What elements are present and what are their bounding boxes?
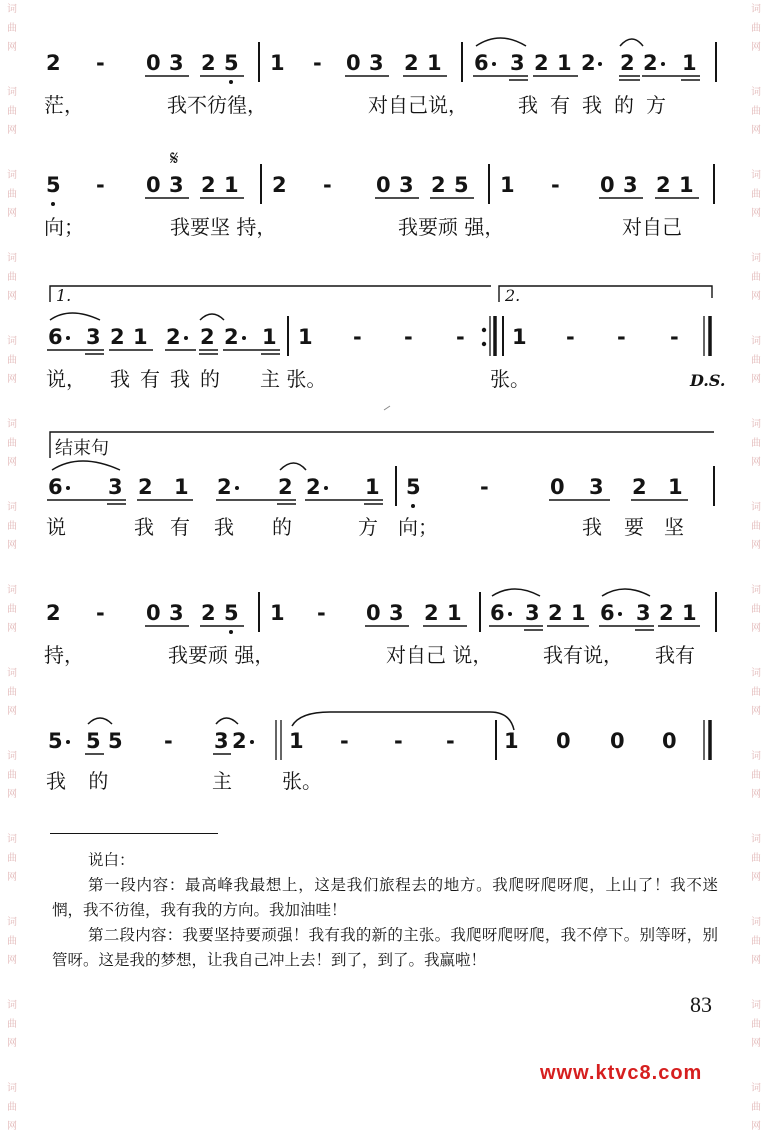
- note: 6: [48, 475, 63, 499]
- note: 0: [550, 475, 565, 499]
- watermark-char: 词: [7, 1000, 17, 1011]
- watermark-char: 网: [7, 457, 17, 468]
- lyric: 我有我的: [110, 367, 230, 391]
- watermark-char: 网: [7, 540, 17, 551]
- repeat-dot: [482, 328, 486, 332]
- note: 2: [548, 601, 563, 625]
- watermark-char: 网: [751, 706, 761, 717]
- watermark-char: 词: [7, 751, 17, 762]
- lyric: 我: [134, 515, 154, 539]
- note: 1: [289, 729, 304, 753]
- watermark-char: 网: [7, 42, 17, 53]
- watermark-char: 曲: [7, 770, 17, 781]
- watermark-char: 词: [7, 502, 17, 513]
- note: 3: [169, 601, 184, 625]
- note: 5: [46, 173, 61, 197]
- watermark-char: 词: [7, 917, 17, 928]
- note: 1: [571, 601, 586, 625]
- lyric: 张。: [282, 769, 322, 793]
- note: 1: [224, 173, 239, 197]
- row-5: [44, 589, 716, 667]
- dash: -: [456, 325, 465, 349]
- watermark-char: 词: [751, 917, 761, 928]
- watermark-char: 词: [751, 170, 761, 181]
- watermark-char: 曲: [751, 272, 761, 283]
- watermark-char: 词: [7, 834, 17, 845]
- note: 2: [659, 601, 674, 625]
- watermark-char: 词: [7, 170, 17, 181]
- note: 3: [389, 601, 404, 625]
- watermark-char: 网: [7, 872, 17, 883]
- watermark-char: 网: [7, 374, 17, 385]
- watermark-char: 曲: [7, 1019, 17, 1030]
- watermark-char: 词: [751, 419, 761, 430]
- spoken-lines: [52, 848, 718, 973]
- watermark-char: 词: [7, 585, 17, 596]
- watermark-char: 词: [751, 502, 761, 513]
- lyric: 对自己说，: [368, 93, 468, 117]
- note: 0: [662, 729, 677, 753]
- note: 5: [108, 729, 123, 753]
- watermark-char: 曲: [7, 853, 17, 864]
- volta-2-label: 2.: [505, 286, 521, 305]
- volta-1-label: 1.: [56, 286, 72, 305]
- watermark-char: 词: [751, 1000, 761, 1011]
- watermark-char: 词: [751, 751, 761, 762]
- watermark-char: 曲: [7, 438, 17, 449]
- watermark-char: 曲: [751, 438, 761, 449]
- watermark-char: 曲: [751, 521, 761, 532]
- note: 0: [610, 729, 625, 753]
- watermark-char: 网: [751, 125, 761, 136]
- dash: -: [96, 601, 105, 625]
- row-6: [46, 712, 710, 793]
- watermark-char: 曲: [751, 189, 761, 200]
- lyric: 向；: [44, 215, 84, 239]
- watermark-char: 曲: [7, 604, 17, 615]
- watermark-char: 网: [7, 1038, 17, 1049]
- lyric: 坚: [664, 515, 684, 539]
- note: 2: [200, 325, 215, 349]
- watermark-char: 词: [7, 87, 17, 98]
- note: 2: [217, 475, 232, 499]
- watermark-char: 词: [751, 87, 761, 98]
- lyric: 的: [272, 515, 292, 539]
- watermark-char: 网: [7, 208, 17, 219]
- watermark-char: 曲: [751, 1102, 761, 1113]
- watermark-char: 词: [751, 336, 761, 347]
- note: 1: [174, 475, 189, 499]
- lyric: 向；: [398, 515, 438, 539]
- watermark-char: 网: [751, 208, 761, 219]
- watermark-char: 词: [751, 4, 761, 15]
- watermark-char: 网: [751, 789, 761, 800]
- row-4: [46, 432, 714, 539]
- note: 2: [404, 51, 419, 75]
- lyric: 对自己 说，: [386, 643, 493, 667]
- watermark-char: 曲: [751, 770, 761, 781]
- note: 2: [656, 173, 671, 197]
- watermark-char: 词: [751, 253, 761, 264]
- note: 5: [454, 173, 469, 197]
- lyric: 茫，: [44, 93, 84, 117]
- lyric: 我 的: [46, 769, 117, 793]
- watermark-char: 曲: [7, 1102, 17, 1113]
- lyric: 我: [582, 515, 602, 539]
- note: 1: [133, 325, 148, 349]
- note: 3: [623, 173, 638, 197]
- note: 3: [169, 173, 184, 197]
- watermark-char: 网: [751, 540, 761, 551]
- spoken-paragraph-2: 第二段内容：我要坚持要顽强！我有我的新的主张。我爬呀爬呀爬，我不停下。别等呀，别管呀。这是我的梦想，让我自己冲上去！到了，到了。我赢啦！: [52, 926, 718, 969]
- watermark-char: 网: [751, 291, 761, 302]
- watermark-char: 曲: [7, 23, 17, 34]
- note: 0: [146, 51, 161, 75]
- watermark-char: 词: [7, 253, 17, 264]
- note: 3: [510, 51, 525, 75]
- note: 0: [376, 173, 391, 197]
- watermark-char: 词: [7, 4, 17, 15]
- note: 0: [346, 51, 361, 75]
- watermark-char: 网: [751, 42, 761, 53]
- note: 5: [48, 729, 63, 753]
- lyric: 主 张。: [260, 367, 327, 391]
- note: 0: [366, 601, 381, 625]
- note: 2: [581, 51, 596, 75]
- watermark-char: 曲: [751, 1019, 761, 1030]
- watermark-char: 网: [751, 872, 761, 883]
- row-3: [46, 286, 725, 410]
- note: 6: [490, 601, 505, 625]
- watermark-char: 词: [7, 668, 17, 679]
- note: 3: [214, 729, 229, 753]
- dash: -: [323, 173, 332, 197]
- lyric: 我要坚 持，: [170, 215, 277, 239]
- dash: -: [96, 173, 105, 197]
- lyric: 我不彷徨，: [167, 93, 267, 117]
- lyric: 我要顽 强，: [168, 643, 275, 667]
- dash: -: [317, 601, 326, 625]
- watermark-char: 网: [7, 291, 17, 302]
- segno-sign: 𝄋: [170, 146, 179, 170]
- note: 1: [270, 51, 285, 75]
- dash: -: [446, 729, 455, 753]
- lyric: 有: [170, 515, 190, 539]
- note: 3: [369, 51, 384, 75]
- note: 2: [138, 475, 153, 499]
- note: 1: [679, 173, 694, 197]
- note: 2: [272, 173, 287, 197]
- watermark-char: 曲: [751, 936, 761, 947]
- watermark-char: 网: [7, 623, 17, 634]
- lyric: 说，: [46, 367, 86, 391]
- note: 1: [298, 325, 313, 349]
- lyric: 说: [46, 515, 66, 539]
- lyric: 我有我的方: [518, 93, 678, 117]
- note: 3: [636, 601, 651, 625]
- dash: -: [164, 729, 173, 753]
- row-1: [44, 38, 716, 117]
- watermark-char: 词: [751, 585, 761, 596]
- watermark-char: 网: [7, 789, 17, 800]
- watermark-char: 曲: [751, 687, 761, 698]
- note: 1: [668, 475, 683, 499]
- note: 2: [110, 325, 125, 349]
- note: 1: [500, 173, 515, 197]
- note: 5: [224, 51, 239, 75]
- note: 1: [557, 51, 572, 75]
- watermark-char: 网: [751, 457, 761, 468]
- dash: -: [353, 325, 362, 349]
- coda-label: 结束句: [55, 438, 109, 459]
- dash: -: [96, 51, 105, 75]
- lyric: 我有说，: [543, 643, 623, 667]
- repeat-dot: [482, 342, 486, 346]
- note: 1: [447, 601, 462, 625]
- note: 6: [474, 51, 489, 75]
- watermark-char: 曲: [751, 853, 761, 864]
- note: 1: [504, 729, 519, 753]
- note: 6: [48, 325, 63, 349]
- note: 2: [224, 325, 239, 349]
- watermark-char: 曲: [7, 189, 17, 200]
- note: 0: [146, 601, 161, 625]
- note: 5: [86, 729, 101, 753]
- note: 2: [201, 601, 216, 625]
- watermark-char: 网: [751, 1121, 761, 1132]
- note: 6: [600, 601, 615, 625]
- watermark-char: 网: [7, 125, 17, 136]
- watermark-char: 曲: [751, 23, 761, 34]
- dash: -: [551, 173, 560, 197]
- watermark-char: 曲: [751, 106, 761, 117]
- note: 1: [427, 51, 442, 75]
- watermark-char: 曲: [751, 355, 761, 366]
- dash: -: [340, 729, 349, 753]
- note: 2: [201, 173, 216, 197]
- note: 2: [632, 475, 647, 499]
- note: 2: [278, 475, 293, 499]
- note: 2: [46, 51, 61, 75]
- note: 2: [620, 51, 635, 75]
- watermark-char: 词: [7, 1083, 17, 1094]
- row-2: [44, 146, 714, 239]
- note: 1: [682, 601, 697, 625]
- watermark-char: 曲: [7, 936, 17, 947]
- note: 2: [306, 475, 321, 499]
- note: 3: [525, 601, 540, 625]
- dash: -: [480, 475, 489, 499]
- spoken-title: 说白：: [88, 851, 135, 869]
- note: 3: [86, 325, 101, 349]
- watermark-char: 词: [751, 1083, 761, 1094]
- watermark-char: 词: [751, 668, 761, 679]
- site-watermark: www.ktvc8.com: [540, 1062, 703, 1084]
- lyric: 要: [624, 515, 644, 539]
- ds-marking: D.S.: [690, 371, 726, 390]
- note: 1: [365, 475, 380, 499]
- note: 3: [108, 475, 123, 499]
- note: 2: [46, 601, 61, 625]
- watermark-char: 网: [7, 955, 17, 966]
- lyric: 我有: [655, 643, 695, 667]
- note: 5: [224, 601, 239, 625]
- watermark-char: 曲: [7, 272, 17, 283]
- note: 0: [600, 173, 615, 197]
- note: 2: [201, 51, 216, 75]
- lyric: 对自己: [622, 215, 682, 239]
- watermark-char: 网: [7, 1121, 17, 1132]
- watermark-char: 词: [7, 336, 17, 347]
- watermark-char: 词: [7, 419, 17, 430]
- lyric: 张。: [490, 367, 530, 391]
- watermark-char: 曲: [7, 687, 17, 698]
- lyric: 主: [212, 769, 232, 793]
- watermark-char: 网: [751, 1038, 761, 1049]
- watermark-char: 曲: [751, 604, 761, 615]
- note: 1: [512, 325, 527, 349]
- spoken-paragraph-1: 第一段内容：最高峰我最想上，这是我们旅程去的地方。我爬呀爬呀爬，上山了！我不迷惘，我不彷徨，我有我的方向。我加油哇！: [52, 876, 718, 919]
- lyric: 我要顽 强，: [398, 215, 505, 239]
- dash: -: [566, 325, 575, 349]
- watermark-char: 词: [751, 834, 761, 845]
- note: 3: [399, 173, 414, 197]
- lyric: 我: [214, 515, 234, 539]
- note: 5: [406, 475, 421, 499]
- note: 1: [262, 325, 277, 349]
- note: 2: [232, 729, 247, 753]
- page-number: 83: [690, 992, 712, 1017]
- dash: -: [670, 325, 679, 349]
- watermark-char: 曲: [7, 355, 17, 366]
- note: 2: [534, 51, 549, 75]
- note: 0: [146, 173, 161, 197]
- footnote-rule: [50, 833, 218, 834]
- note: 2: [643, 51, 658, 75]
- watermark-char: 网: [751, 623, 761, 634]
- lyric: 持，: [44, 643, 84, 667]
- note: 2: [431, 173, 446, 197]
- watermark-char: 曲: [7, 521, 17, 532]
- watermark-char: 网: [751, 374, 761, 385]
- note: 3: [589, 475, 604, 499]
- watermark-char: 网: [751, 955, 761, 966]
- watermark-char: 网: [7, 706, 17, 717]
- note: 0: [556, 729, 571, 753]
- lyric: 方: [358, 515, 378, 539]
- note: 1: [270, 601, 285, 625]
- dash: -: [394, 729, 403, 753]
- dash: -: [617, 325, 626, 349]
- dash: -: [313, 51, 322, 75]
- note: 1: [682, 51, 697, 75]
- watermark-char: 曲: [7, 106, 17, 117]
- note: 2: [166, 325, 181, 349]
- dash: -: [404, 325, 413, 349]
- note: 3: [169, 51, 184, 75]
- note: 2: [424, 601, 439, 625]
